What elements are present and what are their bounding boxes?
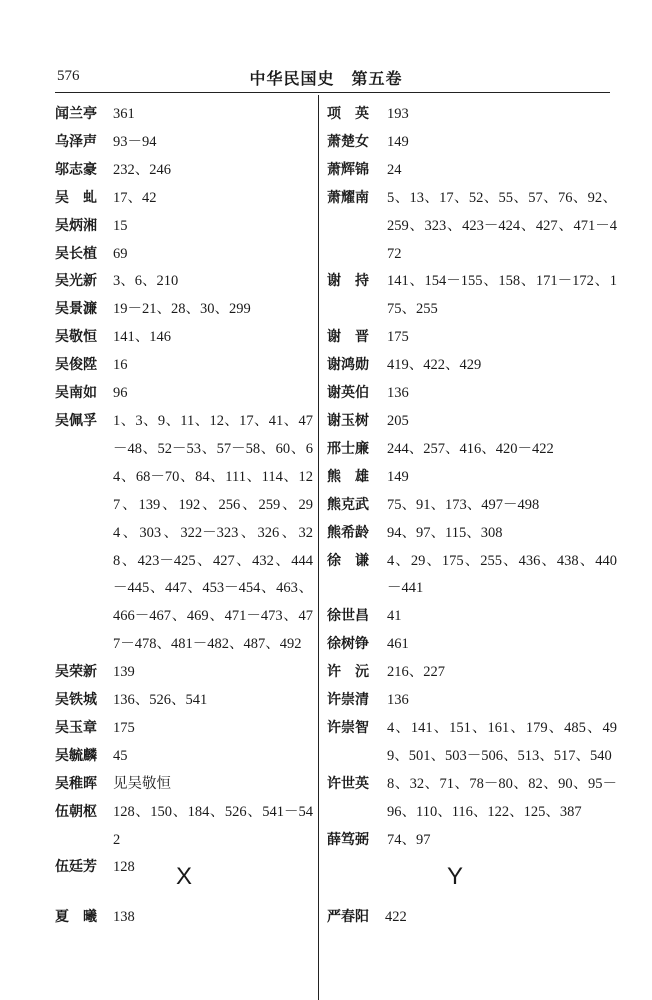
entry-name: 谢 持	[327, 273, 369, 290]
index-entry	[327, 520, 617, 548]
index-entry	[55, 213, 313, 241]
entry-name: 许崇智	[327, 719, 369, 736]
page-number: 576	[57, 68, 80, 84]
entry-pages: 141、154－155、158、171－172、175、255	[387, 273, 617, 318]
entry-pages: 96	[113, 385, 128, 402]
entry-pages: 1、3、9、11、12、17、41、47－48、52－53、57－58、60、64、68－70、84、111、114、127、139、192、256、259、294、303、322－323、326、328、423－425、427、432、444－445、447、453－454、463、466－467、469、471－473、477－478、481－482、487、492	[113, 412, 313, 653]
left-index-column	[55, 101, 313, 882]
entry-pages: 128、150、184、526、541－542	[113, 803, 313, 848]
entry-name: 熊希龄	[327, 524, 369, 541]
entry-pages: 175	[113, 719, 135, 736]
entry-name: 谢英伯	[327, 385, 369, 402]
index-entry	[327, 101, 617, 129]
entry-pages: 见吴敬恒	[113, 775, 171, 792]
entry-pages: 136、526、541	[113, 692, 208, 709]
entry-name: 谢鸿勋	[327, 357, 369, 374]
header-rule	[55, 92, 610, 93]
entry-name: 许 沅	[327, 664, 369, 681]
entry-name: 萧辉锦	[327, 161, 369, 178]
entry-name: 谢玉树	[327, 412, 369, 429]
entry-name: 熊克武	[327, 496, 369, 513]
entry-pages: 419、422、429	[387, 357, 482, 374]
section-letter-y: Y	[447, 863, 464, 890]
entry-pages: 8、32、71、78－80、82、90、95－96、110、116、122、125、387	[387, 775, 617, 820]
entry-pages: 24	[387, 161, 402, 178]
entry-pages: 41	[387, 608, 402, 625]
index-entry	[327, 129, 617, 157]
entry-name: 许崇清	[327, 692, 369, 709]
index-entry	[55, 380, 313, 408]
entry-pages: 19－21、28、30、299	[113, 301, 251, 318]
entry-name: 项 英	[327, 106, 369, 122]
entry-pages: 205	[387, 412, 409, 429]
entry-name: 吴毓麟	[55, 747, 97, 764]
entry-name: 闻兰亭	[55, 106, 97, 122]
entry-name: 吴 虬	[55, 189, 97, 206]
index-entry	[327, 548, 617, 604]
entry-name: 吴景濂	[55, 301, 97, 318]
entry-name: 吴铁城	[55, 692, 97, 709]
entry-pages: 175	[387, 329, 409, 346]
entry-pages: 141、146	[113, 329, 171, 346]
entry-name: 吴长植	[55, 245, 97, 262]
index-entry	[55, 687, 313, 715]
index-entry	[327, 268, 617, 324]
index-entry	[55, 771, 313, 799]
index-entry	[327, 827, 617, 855]
entry-name: 薛笃弼	[327, 831, 369, 848]
book-title: 中华民国史 第五卷	[249, 69, 403, 88]
entry-name: 严春阳	[327, 909, 369, 925]
entry-name: 谢 晋	[327, 329, 369, 346]
index-entry	[327, 687, 617, 715]
section-letter-x: X	[176, 863, 193, 890]
entry-name: 熊 雄	[327, 468, 369, 485]
entry-name: 吴稚晖	[55, 775, 97, 792]
entry-name: 吴荣新	[55, 664, 97, 681]
index-entry	[55, 324, 313, 352]
index-entry	[327, 771, 617, 827]
index-entry	[55, 408, 313, 659]
index-entry	[327, 352, 617, 380]
entry-pages: 138	[113, 909, 135, 925]
index-entry	[55, 268, 313, 296]
index-entry	[55, 157, 313, 185]
entry-pages: 136	[387, 385, 409, 402]
index-entry	[55, 659, 313, 687]
index-entry	[55, 296, 313, 324]
index-entry	[327, 603, 617, 631]
entry-name: 徐 谦	[327, 552, 369, 569]
entry-pages: 3、6、210	[113, 273, 179, 290]
entry-pages: 16	[113, 357, 128, 374]
entry-pages: 139	[113, 664, 135, 681]
index-entry	[327, 464, 617, 492]
entry-name: 萧耀南	[327, 189, 369, 206]
entry-pages: 136	[387, 692, 409, 709]
index-entry	[327, 185, 617, 269]
entry-name: 吴南如	[55, 385, 97, 402]
index-entry	[327, 492, 617, 520]
entry-pages: 45	[113, 747, 128, 764]
entry-pages: 15	[113, 217, 128, 234]
entry-name: 伍朝枢	[55, 803, 97, 820]
index-entry	[327, 904, 617, 932]
index-entry	[327, 157, 617, 185]
entry-name: 夏 曦	[55, 909, 97, 925]
index-entry	[55, 799, 313, 855]
index-entry	[327, 380, 617, 408]
entry-pages: 94、97、115、308	[387, 524, 503, 541]
index-entry	[55, 101, 313, 129]
entry-pages: 232、246	[113, 161, 171, 178]
index-entry	[55, 241, 313, 269]
index-entry	[327, 715, 617, 771]
index-entry	[55, 715, 313, 743]
column-divider	[318, 95, 319, 1000]
index-entry	[327, 659, 617, 687]
entry-pages: 75、91、173、497－498	[387, 496, 540, 513]
entry-pages: 244、257、416、420－422	[387, 440, 554, 457]
index-entry	[55, 352, 313, 380]
entry-pages: 128	[113, 859, 135, 876]
index-entry	[327, 324, 617, 352]
entry-pages: 361	[113, 106, 135, 122]
entry-name: 许世英	[327, 775, 369, 792]
index-entry	[327, 631, 617, 659]
index-entry	[55, 743, 313, 771]
entry-pages: 422	[385, 909, 407, 925]
entry-name: 邢士廉	[327, 440, 369, 457]
entry-pages: 4、141、151、161、179、485、499、501、503－506、513、517、540	[387, 719, 617, 764]
entry-name: 吴光新	[55, 273, 97, 290]
entry-name: 吴玉章	[55, 719, 97, 736]
entry-name: 萧楚女	[327, 133, 369, 150]
index-entry	[55, 129, 313, 157]
entry-name: 乌泽声	[55, 133, 97, 150]
entry-pages: 69	[113, 245, 128, 262]
index-entry	[55, 185, 313, 213]
entry-name: 伍廷芳	[55, 859, 97, 876]
index-entry	[327, 436, 617, 464]
entry-pages: 5、13、17、52、55、57、76、92、259、323、423－424、427、471－472	[387, 189, 617, 262]
entry-name: 邬志豪	[55, 161, 97, 178]
entry-pages: 93－94	[113, 133, 157, 150]
entry-pages: 74、97	[387, 831, 431, 848]
entry-pages: 461	[387, 636, 409, 653]
entry-name: 吴敬恒	[55, 329, 97, 346]
index-entry	[327, 408, 617, 436]
entry-pages: 4、29、175、255、436、438、440－441	[387, 552, 617, 597]
entry-name: 吴佩孚	[55, 412, 97, 429]
entry-name: 徐树铮	[327, 636, 369, 653]
right-index-column	[327, 101, 617, 854]
entry-name: 徐世昌	[327, 608, 369, 625]
entry-name: 吴炳湘	[55, 217, 97, 234]
entry-pages: 149	[387, 133, 409, 150]
entry-name: 吴俊陞	[55, 357, 97, 374]
page-header	[0, 62, 652, 92]
entry-pages: 149	[387, 468, 409, 485]
entry-pages: 17、42	[113, 189, 157, 206]
entry-pages: 193	[387, 106, 409, 122]
index-entry	[55, 904, 313, 932]
entry-pages: 216、227	[387, 664, 445, 681]
